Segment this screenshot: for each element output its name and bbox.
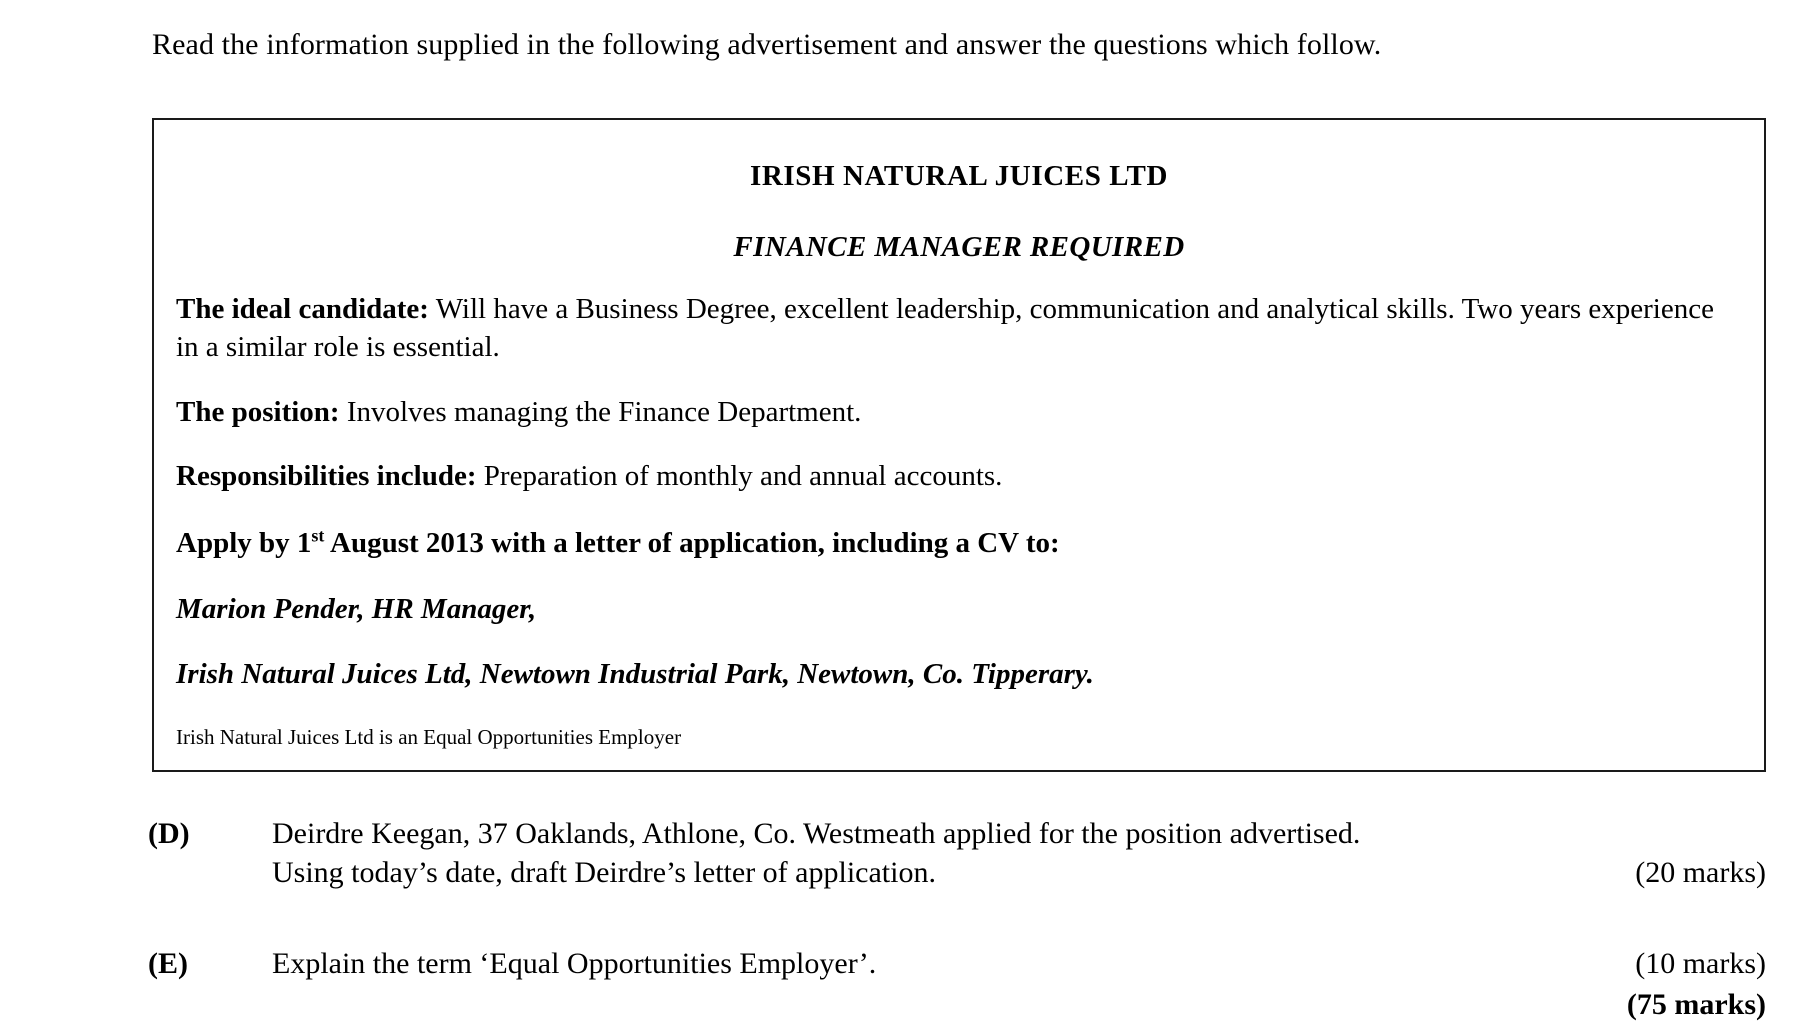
advert-contact-address: Irish Natural Juices Ltd, Newtown Industrial Park, Newtown, Co. Tipperary. <box>176 658 1094 691</box>
question-e <box>148 944 1766 983</box>
question-d-marks: (20 marks) <box>1635 856 1766 889</box>
advert-apply-suffix: August 2013 with a letter of application, including a CV to: <box>324 527 1060 560</box>
advert-contact-name: Marion Pender, HR Manager, <box>176 592 537 625</box>
advert-position-heading: FINANCE MANAGER REQUIRED <box>733 231 1185 263</box>
advert-responsibilities-label: Responsibilities include: <box>176 459 477 492</box>
advert-equal-opportunities-note: Irish Natural Juices Ltd is an Equal Opportunities Employer <box>176 725 682 750</box>
advert-position-label: The position: <box>176 395 340 428</box>
instruction-text: Read the information supplied in the following advertisement and answer the questions which follow. <box>152 28 1382 61</box>
question-e-label: (E) <box>148 947 188 980</box>
advert-responsibilities-text: Preparation of monthly and annual accounts. <box>476 459 1003 492</box>
total-marks: (75 marks) <box>1626 988 1766 1021</box>
advertisement-box <box>152 118 1766 772</box>
question-e-body <box>272 944 1766 983</box>
advert-ideal-candidate-text: Will have a Business Degree, excellent leadership, communication and analytical skills. Two years experience in a similar role is essential. <box>176 293 1714 364</box>
question-d <box>148 814 1766 892</box>
advert-company-name: IRISH NATURAL JUICES LTD <box>749 160 1169 192</box>
advert-ideal-candidate <box>176 290 1742 367</box>
question-e-line1: Explain the term ‘Equal Opportunities Employer’. <box>272 947 877 980</box>
advert-apply-superscript: st <box>311 525 325 546</box>
question-e-marks: (10 marks) <box>1635 947 1766 980</box>
advert-responsibilities <box>176 457 1742 495</box>
advert-position-text: Involves managing the Finance Department. <box>339 395 862 428</box>
question-d-line1: Deirdre Keegan, 37 Oaklands, Athlone, Co. Westmeath applied for the position advertised. <box>272 817 1361 850</box>
advert-position <box>176 393 1742 431</box>
advert-apply-line <box>176 525 1742 563</box>
question-d-line2: Using today’s date, draft Deirdre’s letter of application. <box>272 856 936 889</box>
advert-ideal-candidate-label: The ideal candidate: <box>176 293 429 325</box>
question-d-body <box>272 814 1766 892</box>
advert-apply-prefix: Apply by 1 <box>176 527 312 560</box>
question-d-label: (D) <box>148 817 190 850</box>
